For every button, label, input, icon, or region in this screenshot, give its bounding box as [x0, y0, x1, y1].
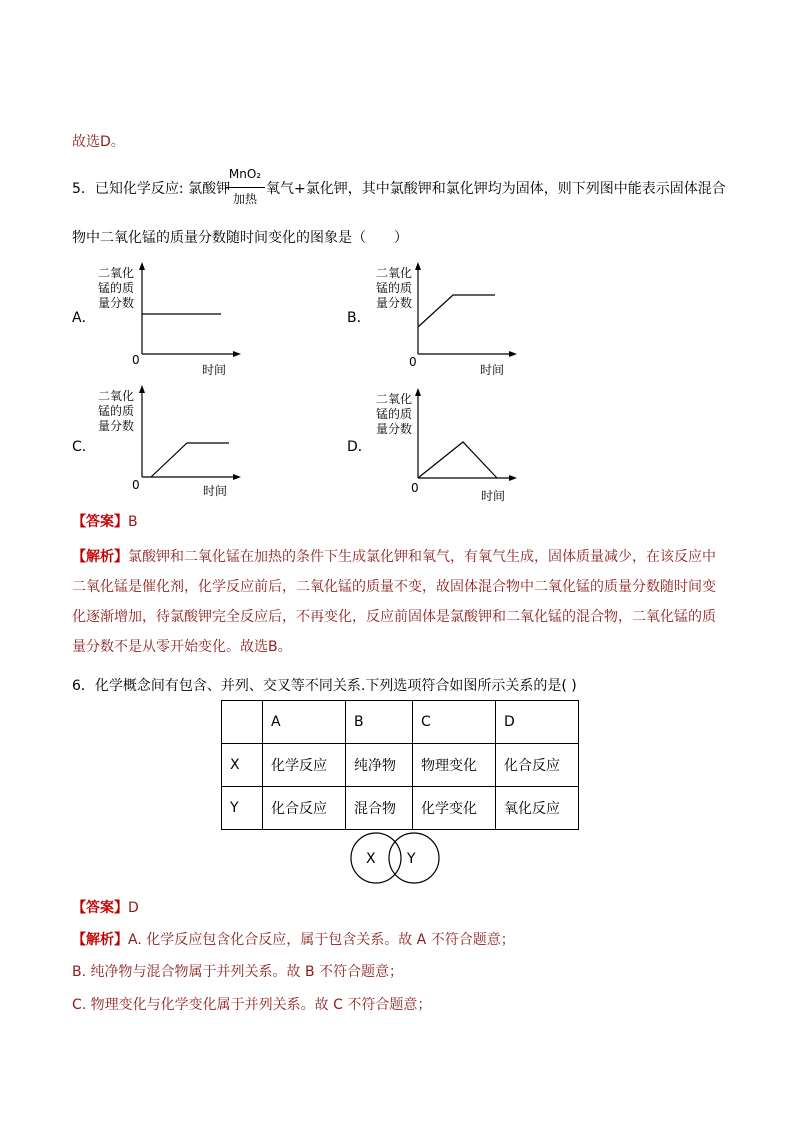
graph-b-xlabel: 时间	[480, 363, 505, 377]
graph-a-ylabel-3: 量分数	[98, 296, 135, 310]
reaction-arrow-line	[225, 187, 265, 188]
table-cell: A	[263, 701, 346, 744]
table-cell: 化合反应	[496, 744, 579, 787]
graph-c	[95, 385, 255, 503]
table-row	[222, 701, 579, 744]
graph-d-origin: 0	[411, 481, 419, 495]
table-cell: B	[346, 701, 413, 744]
graph-a-xlabel: 时间	[202, 363, 227, 377]
graph-b-curve	[418, 295, 495, 327]
venn-label-y: Y	[407, 851, 416, 867]
graph-d	[371, 388, 531, 506]
graph-b-ylabel-2: 锰的质	[376, 281, 413, 295]
table-row	[222, 787, 579, 830]
table-cell: 化学反应	[263, 744, 346, 787]
q6-analysis-label: 【解析】	[72, 932, 128, 948]
relation-table	[221, 700, 579, 830]
option-c-label: C．	[72, 439, 96, 455]
graph-b-ylabel-1: 二氧化	[376, 266, 413, 280]
graph-a-origin: 0	[132, 353, 140, 367]
table-cell: C	[413, 701, 496, 744]
q5-analysis-line-2: 二氧化锰是催化剂，化学反应前后，二氧化锰的质量不变，故固体混合物中二氧化锰的质量分数随时间变	[72, 579, 716, 595]
graph-d-curve	[418, 442, 497, 478]
graph-c-ylabel-1: 二氧化	[98, 389, 135, 403]
graph-a-ylabel-2: 锰的质	[98, 281, 135, 295]
q6-analysis-line-2: B. 纯净物与混合物属于并列关系。故 B 不符合题意；	[72, 964, 404, 980]
table-cell: 物理变化	[413, 744, 496, 787]
graph-c-ylabel-3: 量分数	[98, 419, 135, 433]
catalyst-label: MnO₂	[228, 167, 262, 181]
graph-a-ylabel-1: 二氧化	[98, 266, 135, 280]
table-cell	[222, 701, 263, 744]
table-cell: 化合反应	[263, 787, 346, 830]
graph-c-curve	[151, 443, 229, 477]
graph-c-xlabel: 时间	[203, 484, 228, 498]
table-cell: 化学变化	[413, 787, 496, 830]
graph-d-ylabel-2: 锰的质	[376, 407, 413, 421]
table-cell: 氧化反应	[496, 787, 579, 830]
heating-label: 加热	[232, 192, 257, 206]
graph-d-ylabel-3: 量分数	[376, 422, 413, 436]
q5-answer-label: 【答案】	[72, 514, 128, 530]
q6-analysis-line-3: C. 物理变化与化学变化属于并列关系。故 C 不符合题意；	[72, 997, 432, 1013]
table-row	[222, 744, 579, 787]
reaction-condition-fraction	[225, 167, 265, 211]
q5-analysis-label: 【解析】	[72, 549, 128, 565]
graph-b-origin: 0	[409, 355, 417, 369]
q5-answer	[72, 512, 138, 532]
q5-stem-prefix: 5．已知化学反应: 氯酸钾	[72, 181, 231, 197]
q5-analysis-line-4: 量分数不是从零开始变化。故选B。	[72, 639, 292, 655]
graph-a	[95, 262, 255, 380]
previous-conclusion: 故选D。	[72, 134, 125, 150]
q6-answer	[72, 898, 139, 918]
option-d-label: D．	[347, 439, 372, 455]
table-cell: X	[222, 744, 263, 787]
q6-answer-value: D	[128, 900, 139, 916]
venn-circle-x	[351, 833, 401, 883]
q6-analysis-line-1: 【解析】A. 化学反应包含化合反应，属于包含关系。故 A 不符合题意；	[72, 932, 515, 948]
graph-d-ylabel-1: 二氧化	[376, 392, 413, 406]
graph-b-ylabel-3: 量分数	[376, 296, 413, 310]
table-cell: 纯净物	[346, 744, 413, 787]
option-a-label: A．	[72, 310, 96, 326]
graph-c-origin: 0	[132, 478, 140, 492]
q5-stem-suffix: 氧气+氯化钾，其中氯酸钾和氯化钾均为固体，则下列图中能表示固体混合	[266, 181, 726, 197]
venn-diagram	[350, 831, 442, 891]
q6-answer-label: 【答案】	[72, 900, 128, 916]
q5-answer-value: B	[128, 514, 138, 530]
q6-stem: 6．化学概念间有包含、并列、交叉等不同关系.下列选项符合如图所示关系的是( )	[72, 678, 577, 694]
table-cell: D	[496, 701, 579, 744]
table-cell: Y	[222, 787, 263, 830]
option-b-label: B．	[347, 310, 371, 326]
q5-stem-line2: 物中二氧化锰的质量分数随时间变化的图象是（ ）	[72, 230, 408, 246]
graph-d-xlabel: 时间	[481, 489, 506, 503]
graph-b	[371, 262, 531, 380]
q5-analysis-line-3: 化逐渐增加，待氯酸钾完全反应后，不再变化，反应前固体是氯酸钾和二氧化锰的混合物，二氧化锰的质	[72, 609, 716, 625]
q5-analysis-line-1: 【解析】氯酸钾和二氧化锰在加热的条件下生成氯化钾和氧气，有氧气生成，固体质量减少，在该反应中	[72, 549, 716, 565]
graph-c-ylabel-2: 锰的质	[98, 404, 135, 418]
table-cell: 混合物	[346, 787, 413, 830]
venn-label-x: X	[366, 851, 376, 867]
